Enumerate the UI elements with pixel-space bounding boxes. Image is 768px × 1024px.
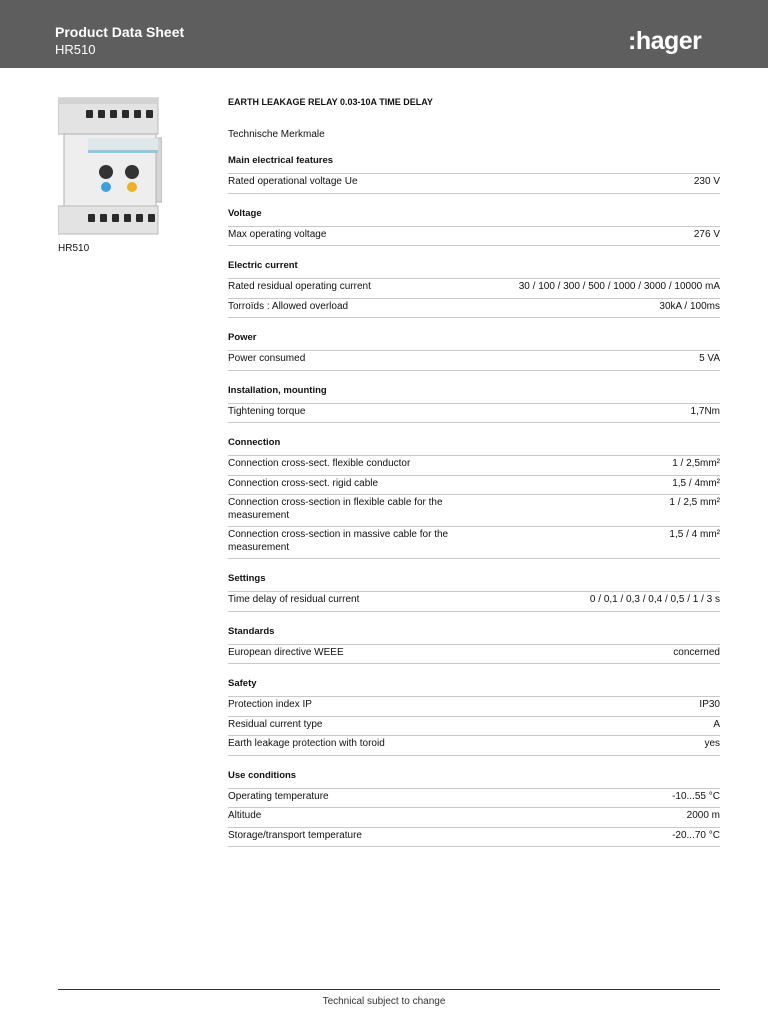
section-title: Electric current [228, 260, 298, 271]
spec-value: 30 / 100 / 300 / 500 / 1000 / 3000 / 10000 mA [518, 281, 720, 292]
spec-value: concerned [673, 646, 720, 658]
spec-label: Earth leakage protection with toroid [228, 738, 385, 749]
spec-value: 276 V [693, 228, 720, 240]
spec-sheet [228, 96, 720, 847]
spec-section [228, 208, 720, 247]
spec-label: Protection index IP [228, 699, 312, 710]
spec-row [228, 697, 720, 717]
spec-row [228, 527, 720, 559]
section-title: Installation, mounting [228, 384, 327, 396]
spec-section [228, 155, 720, 194]
header-subtitle: HR510 [55, 42, 96, 57]
spec-section [228, 573, 720, 612]
spec-row [228, 456, 720, 476]
spec-value: 0 / 0,1 / 0,3 / 0,4 / 0,5 / 1 / 3 s [589, 594, 720, 605]
spec-label: Tightening torque [228, 405, 306, 417]
footer-divider [58, 989, 720, 990]
document-title: EARTH LEAKAGE RELAY 0.03-10A TIME DELAY [228, 97, 433, 107]
spec-row [228, 476, 720, 496]
section-title: Safety [228, 678, 257, 689]
spec-label: Max operating voltage [228, 228, 327, 240]
spec-row [228, 828, 720, 848]
spec-row [228, 279, 720, 299]
spec-label: Operating temperature [228, 790, 329, 802]
spec-value: 1,7Nm [690, 405, 720, 417]
spec-row [228, 299, 720, 319]
spec-sections [228, 155, 720, 847]
section-title: Use conditions [228, 769, 297, 781]
spec-value: 1,5 / 4mm² [672, 477, 720, 489]
product-image [58, 96, 162, 236]
spec-section [228, 437, 720, 559]
spec-value: 1 / 2,5mm² [672, 458, 720, 469]
spec-section [228, 626, 720, 665]
section-title: Voltage [228, 207, 262, 219]
spec-label: Residual current type [228, 718, 323, 730]
spec-label: Rated residual operating current [228, 281, 371, 292]
spec-label: Time delay of residual current [228, 594, 360, 605]
spec-value: A [713, 718, 720, 730]
spec-section [228, 260, 720, 318]
spec-row [228, 227, 720, 247]
footer-note: Technical subject to change [322, 996, 446, 1007]
spec-label: Power consumed [228, 353, 306, 364]
spec-label: Torroïds : Allowed overload [228, 300, 349, 312]
spec-row [228, 495, 720, 527]
spec-row [228, 808, 720, 828]
header-bar [0, 0, 768, 68]
section-title: Settings [228, 573, 266, 584]
spec-row [228, 404, 720, 424]
spec-row [228, 789, 720, 809]
header-title: Product Data Sheet [55, 24, 185, 40]
section-title: Standards [228, 625, 275, 637]
spec-row [228, 174, 720, 194]
spec-section [228, 385, 720, 424]
hager-logo: :hager [628, 27, 702, 55]
spec-value: 230 V [693, 176, 720, 187]
section-title: Main electrical features [228, 155, 334, 166]
spec-value: 1 / 2,5 mm² [669, 497, 720, 508]
spec-label: European directive WEEE [228, 646, 344, 658]
spec-value: yes [704, 738, 720, 749]
spec-value: IP30 [699, 699, 720, 710]
spec-row [228, 736, 720, 756]
spec-section [228, 332, 720, 371]
product-caption: HR510 [58, 243, 90, 254]
spec-section [228, 678, 720, 756]
spec-value: -20...70 °C [672, 829, 720, 841]
spec-label: Connection cross-section in flexible cable for the measurement [228, 497, 443, 521]
spec-label: Rated operational voltage Ue [228, 176, 358, 187]
section-title: Power [228, 332, 257, 343]
spec-section [228, 770, 720, 848]
spec-label: Storage/transport temperature [228, 829, 362, 841]
spec-value: 30kA / 100ms [659, 300, 720, 312]
spec-value: 1,5 / 4 mm² [669, 529, 720, 540]
spec-label: Connection cross-sect. flexible conductor [228, 458, 411, 469]
spec-label: Connection cross-sect. rigid cable [228, 477, 379, 489]
spec-row [228, 351, 720, 371]
spec-label: Connection cross-section in massive cable for the measurement [228, 529, 449, 553]
spec-label: Altitude [228, 810, 262, 821]
spec-value: -10...55 °C [672, 790, 720, 802]
document-subtitle: Technische Merkmale [228, 129, 325, 140]
spec-row [228, 645, 720, 665]
section-title: Connection [228, 437, 281, 448]
spec-value: 5 VA [699, 353, 720, 364]
spec-value: 2000 m [686, 810, 720, 821]
spec-row [228, 592, 720, 612]
spec-row [228, 717, 720, 737]
